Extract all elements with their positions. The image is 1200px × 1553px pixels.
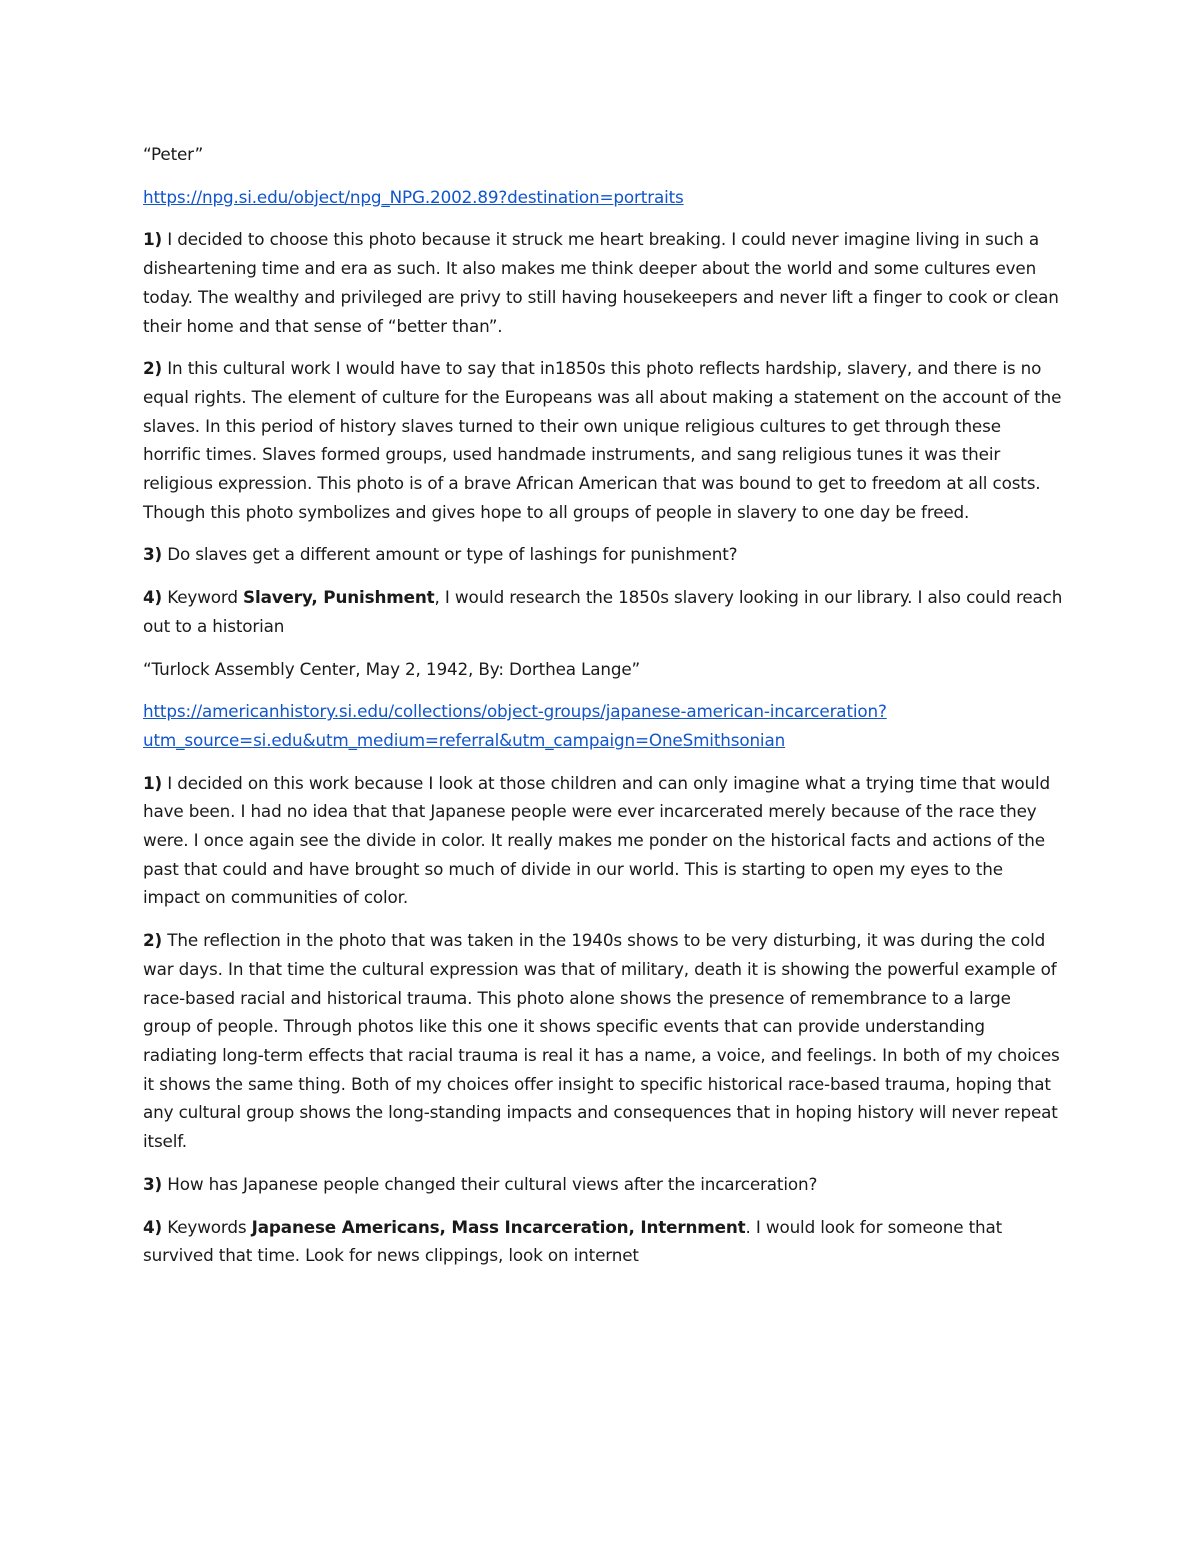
answer-text: In this cultural work I would have to say that in1850s this photo reflects hardship, slavery, and there is no equal rights. The element of culture for the Europeans was all about making a statement on the account of the slaves. In this period of history slaves turned to their own unique religious cultures to get through these horrific times. Slaves formed groups, used handmade instruments, and sang religious tunes it was their religious expression. This photo is of a brave African American that was bound to get to freedom at all costs. Though this photo symbolizes and gives hope to all groups of people in slavery to one day be freed. <box>143 358 1062 522</box>
artwork-title: “Peter” <box>143 144 204 164</box>
answer-text-pre: Keywords <box>162 1216 252 1237</box>
answer-number: 2) <box>143 930 163 951</box>
answer-text: Do slaves get a different amount or type of lashings for punishment? <box>162 544 738 565</box>
answer-number: 1) <box>143 772 163 793</box>
answer-paragraph <box>143 225 1063 340</box>
answer-number: 4) <box>143 1216 163 1237</box>
answer-text: I decided on this work because I look at those children and can only imagine what a trying time that would have been. I had no idea that that Japanese people were ever incarcerated merely because of the race they were. I once again see the divide in color. It really makes me ponder on the historical facts and actions of the past that could and have brought so much of divide in our world. This is starting to open my eyes to the impact on communities of color. <box>143 772 1050 908</box>
answer-text-post: , I would research the 1850s slavery looking in our library. I also could reach out to a historian <box>143 587 1063 636</box>
answer-number: 3) <box>143 544 163 565</box>
answer-paragraph <box>143 769 1063 913</box>
answer-text: How has Japanese people changed their cultural views after the incarceration? <box>162 1173 818 1194</box>
artwork-link[interactable] <box>143 701 887 750</box>
answer-text-pre: Keyword <box>162 587 244 608</box>
answer-text: The reflection in the photo that was taken in the 1940s shows to be very disturbing, it was during the cold war days. In that time the cultural expression was that of military, death it is showing the powerful example of race-based racial and historical trauma. This photo alone shows the presence of remembrance to a large group of people. Through photos like this one it shows specific events that can provide understanding radiating long-term effects that racial trauma is real it has a name, a voice, and feelings. In both of my choices it shows the same thing. Both of my choices offer insight to specific historical race-based trauma, hoping that any cultural group shows the long-standing impacts and consequences that in hoping history will never repeat itself. <box>143 930 1060 1152</box>
document-page <box>143 140 1063 1284</box>
artwork-link-line: https://americanhistory.si.edu/collections/object-groups/japanese-american-incarceration? <box>143 701 887 722</box>
artwork-link-line: https://npg.si.edu/object/npg_NPG.2002.89?destination=portraits <box>143 186 684 207</box>
answer-paragraph <box>143 1213 1063 1270</box>
answer-paragraph <box>143 583 1063 640</box>
answer-text-post: . I would look for someone that survived that time. Look for news clippings, look on internet <box>143 1216 1003 1266</box>
answer-text: I decided to choose this photo because it struck me heart breaking. I could never imagine living in such a disheartening time and era as such. It also makes me think deeper about the world and some cultures even today. The wealthy and privileged are privy to still having housekeepers and never lift a finger to cook or clean their home and that sense of “better than”. <box>143 229 1059 336</box>
answer-number: 3) <box>143 1173 163 1194</box>
artwork-title: “Turlock Assembly Center, May 2, 1942, By: Dorthea Lange” <box>143 658 641 679</box>
answer-paragraph <box>143 354 1063 526</box>
keywords: Slavery, Punishment <box>243 587 435 608</box>
answer-paragraph <box>143 1170 1063 1199</box>
answer-number: 1) <box>143 229 163 250</box>
artwork-link-paragraph <box>143 697 1063 754</box>
answer-paragraph <box>143 540 1063 569</box>
answer-paragraph <box>143 926 1063 1156</box>
artwork-link[interactable] <box>143 187 684 207</box>
artwork-link-line: utm_source=si.edu&utm_medium=referral&utm_campaign=OneSmithsonian <box>143 729 786 750</box>
artwork-link-paragraph <box>143 183 1063 212</box>
answer-number: 2) <box>143 358 163 379</box>
answer-number: 4) <box>143 587 163 608</box>
keywords: Japanese Americans, Mass Incarceration, Internment <box>251 1216 746 1237</box>
